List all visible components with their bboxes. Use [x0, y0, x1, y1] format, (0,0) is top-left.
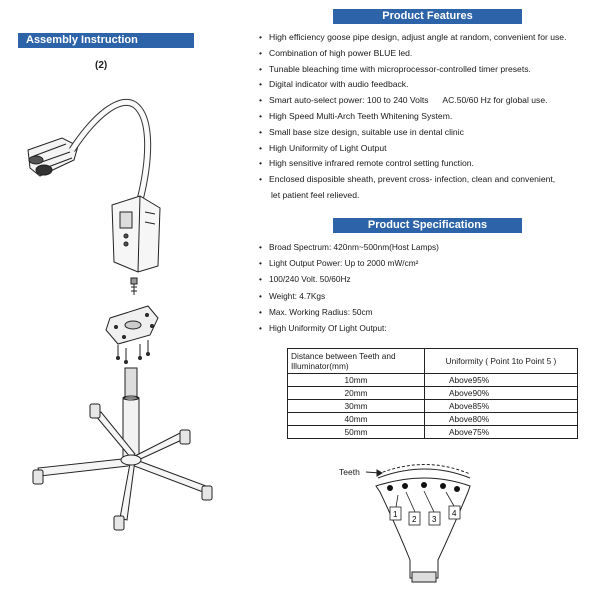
point-dot	[440, 483, 446, 489]
uniformity-cell: Above95%	[425, 374, 578, 387]
feature-item-continuation: let patient feel relieved.	[271, 189, 360, 200]
point-label-1: 1	[393, 510, 398, 519]
uniformity-cell: Above90%	[425, 387, 578, 400]
spec-item: • High Uniformity Of Light Output:	[259, 322, 439, 338]
feature-item: • Digital indicator with audio feedback.	[259, 78, 566, 94]
spec-item: • Weight: 4.7Kgs	[259, 290, 439, 306]
spec-item: • Light Output Power: Up to 2000 mW/cm²	[259, 257, 439, 273]
point-dot	[387, 485, 393, 491]
uniformity-cell: Above85%	[425, 400, 578, 413]
point-dot	[402, 483, 408, 489]
feature-item: • Tunable bleaching time with microprocessor-controlled timer presets.	[259, 63, 566, 79]
point-label-4: 4	[452, 509, 457, 518]
point-label-3: 3	[432, 515, 437, 524]
point-label-2: 2	[412, 515, 417, 524]
distance-cell: 30mm	[288, 400, 425, 413]
teeth-label: Teeth	[339, 467, 360, 477]
features-banner: Product Features	[333, 9, 522, 24]
point-dot	[421, 482, 427, 488]
assembly-banner: Assembly Instruction Illustration	[18, 33, 194, 48]
feature-item: • Enclosed disposible sheath, prevent cross- infection, clean and convenient,	[259, 173, 566, 189]
distance-cell: 10mm	[288, 374, 425, 387]
feature-item: • High sensitive infrared remote control setting function.	[259, 157, 566, 173]
point-dot	[454, 486, 460, 492]
spec-item: • Max. Working Radius: 50cm	[259, 306, 439, 322]
distance-cell: 40mm	[288, 413, 425, 426]
uniformity-cell: Above80%	[425, 413, 578, 426]
feature-item: • Small base size design, suitable use in dental clinic	[259, 126, 566, 142]
spec-item: • 100/240 Volt. 50/60Hz	[259, 273, 439, 289]
column-header-uniformity: Uniformity ( Point 1to Point 5 )	[425, 349, 578, 374]
spec-item: • Broad Spectrum: 420nm~500nm(Host Lamps)	[259, 241, 439, 257]
feature-item: • Smart auto-select power: 100 to 240 Volts AC.50/60 Hz for global use.	[259, 94, 566, 110]
specs-banner: Product Specifications	[333, 218, 522, 233]
illuminator-outline	[376, 478, 470, 578]
feature-item: • High Uniformity of Light Output	[259, 142, 566, 158]
column-header-distance: Distance between Teeth and Illuminator(mm)	[288, 349, 425, 374]
step-number: (2)	[95, 60, 108, 71]
feature-item: • High Speed Multi-Arch Teeth Whitening System.	[259, 110, 566, 126]
distance-cell: 20mm	[288, 387, 425, 400]
feature-item: • Combination of high power BLUE led.	[259, 47, 566, 63]
distance-cell: 50mm	[288, 426, 425, 439]
feature-item: • High efficiency goose pipe design, adjust angle at random, convenient for use.	[259, 31, 566, 47]
uniformity-cell: Above75%	[425, 426, 578, 439]
